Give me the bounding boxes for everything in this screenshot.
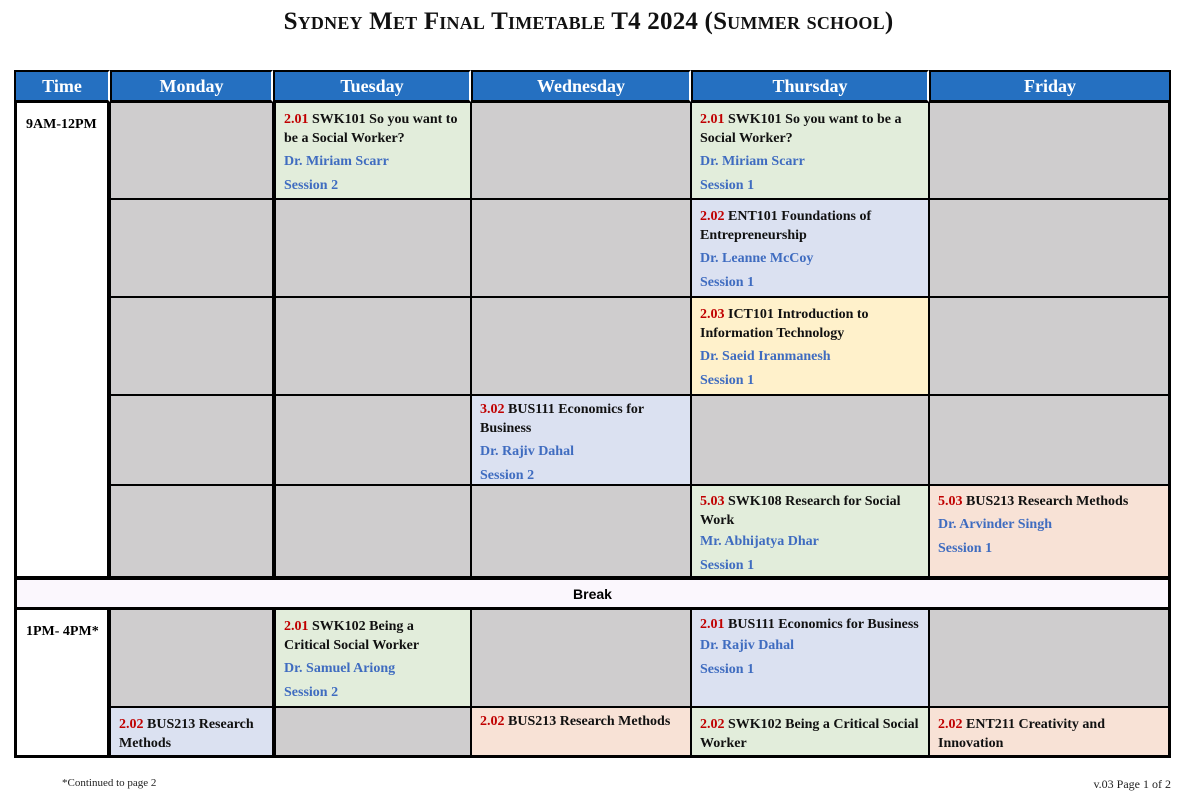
class-entry[interactable] (110, 707, 273, 758)
lecturer-name: Dr. Rajiv Dahal (700, 638, 794, 653)
course-title: SWK102 Being a Critical Social Worker (700, 717, 919, 751)
room-code: 2.02 (480, 714, 505, 729)
lecturer-name: Dr. Arvinder Singh (938, 517, 1052, 532)
lecturer-name: Mr. Abhijatya Dhar (700, 534, 819, 549)
empty-cell (110, 199, 273, 297)
class-entry[interactable] (691, 707, 929, 758)
empty-cell (929, 609, 1171, 707)
time-slot-morning: 9AM-12PM (14, 102, 110, 577)
class-entry[interactable] (273, 102, 471, 199)
header-tuesday: Tuesday (273, 70, 471, 102)
session-label: Session 1 (700, 373, 755, 388)
course-title: SWK101 So you want to be a Social Worker? (700, 112, 902, 146)
timetable-grid (14, 70, 1171, 758)
empty-cell (273, 485, 471, 577)
empty-cell (929, 395, 1171, 485)
empty-cell (471, 609, 691, 707)
page-number: v.03 Page 1 of 2 (1093, 777, 1171, 791)
lecturer-name: Dr. Saeid Iranmanesh (700, 349, 831, 364)
session-label: Session 1 (700, 275, 755, 290)
lecturer-name: Dr. Miriam Scarr (700, 154, 805, 169)
course-title: BUS213 Research Methods (508, 714, 671, 729)
lecturer-name: Dr. Miriam Scarr (284, 154, 389, 169)
empty-cell (471, 102, 691, 199)
empty-cell (471, 199, 691, 297)
class-entry[interactable] (691, 102, 929, 199)
header-thursday: Thursday (691, 70, 929, 102)
session-label: Session 2 (284, 685, 339, 700)
course-title: SWK108 Research for Social Work (700, 494, 901, 528)
empty-cell (471, 297, 691, 395)
class-entry[interactable] (691, 485, 929, 577)
room-code: 2.01 (700, 112, 725, 127)
empty-cell (691, 395, 929, 485)
room-code: 5.03 (700, 494, 725, 509)
empty-cell (110, 395, 273, 485)
course-title: BUS213 Research Methods (119, 717, 254, 751)
empty-cell (929, 297, 1171, 395)
empty-cell (273, 297, 471, 395)
room-code: 2.02 (938, 717, 963, 732)
session-label: Session 1 (700, 178, 755, 193)
empty-cell (273, 199, 471, 297)
course-title: BUS111 Economics for Business (480, 402, 644, 436)
class-entry[interactable] (691, 199, 929, 297)
header-time: Time (14, 70, 110, 102)
empty-cell (929, 102, 1171, 199)
break-row: Break (14, 577, 1171, 610)
room-code: 3.02 (480, 402, 505, 417)
class-entry[interactable] (471, 707, 691, 758)
course-title: SWK101 So you want to be a Social Worker? (284, 112, 458, 146)
header-monday: Monday (110, 70, 273, 102)
session-label: Session 2 (480, 468, 535, 483)
empty-cell (929, 199, 1171, 297)
empty-cell (110, 297, 273, 395)
empty-cell (110, 485, 273, 577)
lecturer-name: Dr. Samuel Ariong (284, 661, 396, 676)
class-entry[interactable] (471, 395, 691, 485)
room-code: 2.01 (284, 112, 309, 127)
course-title: ENT211 Creativity and Innovation (938, 717, 1105, 751)
course-title: ICT101 Introduction to Information Technology (700, 307, 869, 341)
page-title: Sydney Met Final Timetable T4 2024 (Summer school) (283, 8, 894, 35)
class-entry[interactable] (929, 485, 1171, 577)
empty-cell (110, 609, 273, 707)
header-friday: Friday (929, 70, 1171, 102)
empty-cell (273, 707, 471, 758)
room-code: 2.01 (284, 619, 309, 634)
class-entry[interactable] (273, 609, 471, 707)
session-label: Session 1 (938, 541, 993, 556)
course-title: BUS213 Research Methods (966, 494, 1129, 509)
footnote: *Continued to page 2 (62, 777, 157, 789)
header-wednesday: Wednesday (471, 70, 691, 102)
room-code: 2.02 (700, 717, 725, 732)
empty-cell (273, 395, 471, 485)
course-title: ENT101 Foundations of Entrepreneurship (700, 209, 872, 243)
lecturer-name: Dr. Rajiv Dahal (480, 444, 574, 459)
course-title: BUS111 Economics for Business (728, 617, 919, 632)
room-code: 2.02 (119, 717, 144, 732)
room-code: 5.03 (938, 494, 963, 509)
session-label: Session 1 (700, 662, 755, 677)
empty-cell (471, 485, 691, 577)
class-entry[interactable] (929, 707, 1171, 758)
session-label: Session 2 (284, 178, 339, 193)
room-code: 2.02 (700, 209, 725, 224)
course-title: SWK102 Being a Critical Social Worker (284, 619, 420, 653)
lecturer-name: Dr. Leanne McCoy (700, 251, 814, 266)
room-code: 2.03 (700, 307, 725, 322)
empty-cell (110, 102, 273, 199)
class-entry[interactable] (691, 297, 929, 395)
time-slot-afternoon: 1PM- 4PM* (14, 609, 110, 758)
room-code: 2.01 (700, 617, 725, 632)
session-label: Session 1 (700, 558, 755, 573)
class-entry[interactable] (691, 609, 929, 707)
